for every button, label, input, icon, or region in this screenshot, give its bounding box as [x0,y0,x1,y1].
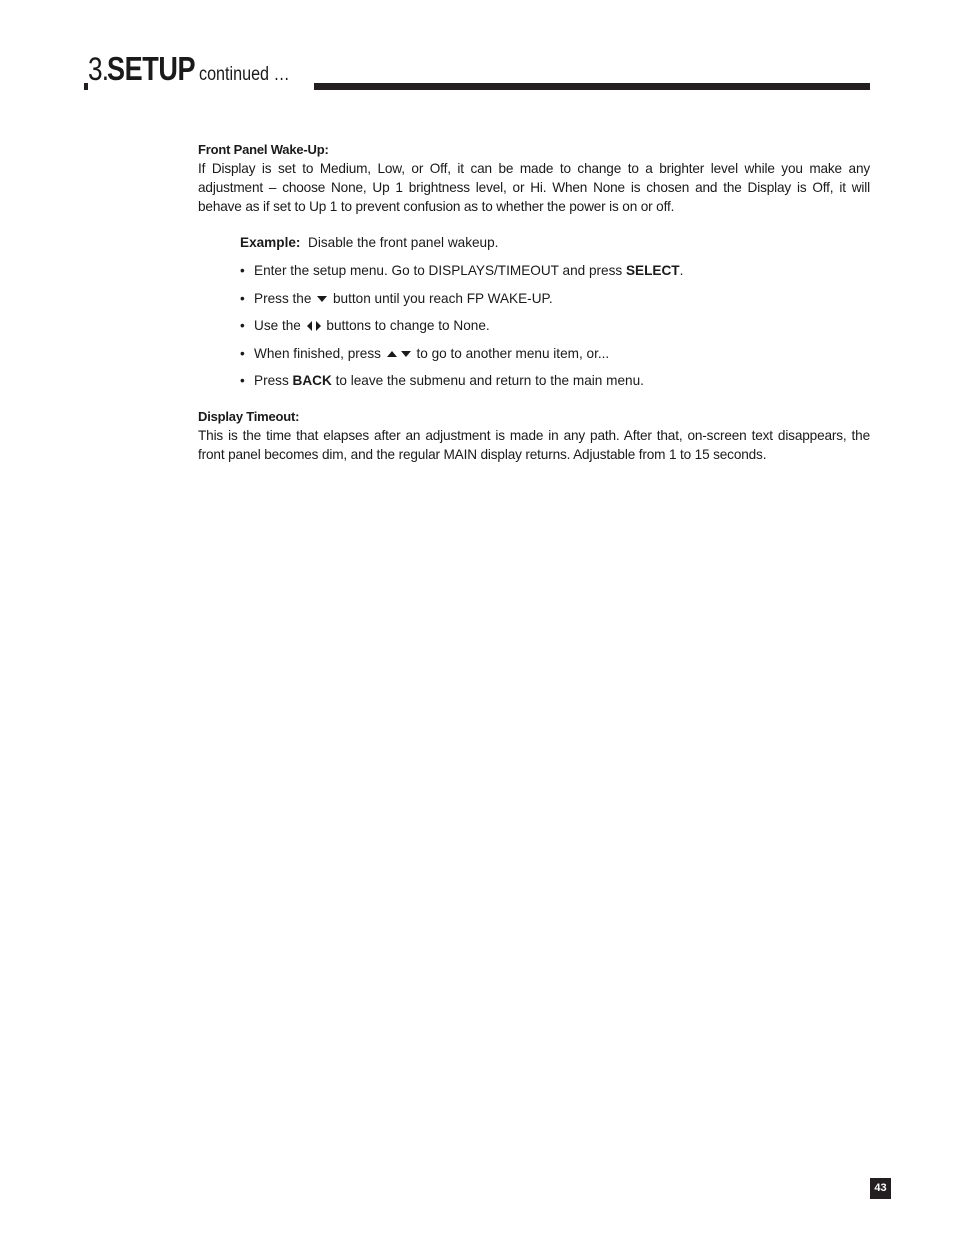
step-text: to leave the submenu and return to the main menu. [331,373,644,388]
steps-list [240,261,870,390]
bullet-icon: • [240,290,245,306]
left-arrow-icon [307,321,312,331]
step-text: When finished, press [254,345,385,361]
step-text: . [679,263,684,278]
section-body-timeout: This is the time that elapses after an adjustment is made in any path. After that, on-screen text disappears, the front panel becomes dim, and the regular MAIN display returns. Adjustable from 1 to 15 seconds. [198,428,870,462]
down-arrow-icon [401,351,411,357]
right-arrow-icon [316,321,321,331]
bullet-icon: • [240,318,245,333]
list-item [240,344,870,363]
step-text: buttons to change to None. [326,318,490,333]
down-arrow-icon [317,296,327,302]
example-block [240,233,870,390]
list-item [240,289,870,308]
step-text: Enter the setup menu. Go to DISPLAYS/TIMEOUT and press [254,263,626,278]
bullet-icon: • [240,345,245,361]
example-text: Disable the front panel wakeup. [308,235,499,250]
page-number: 43 [870,1178,891,1199]
list-item [240,371,870,390]
section-body-wakeup: If Display is set to Medium, Low, or Off, it can be made to change to a brighter level while you make any adjustment – choose None, Up 1 brightness level, or Hi. When None is chosen and the Display is Off, it will behave as if set to Up 1 to prevent confusion as to whether the power is on or off. [198,161,870,214]
chapter-title: SETUP [107,50,196,87]
chapter-number: 3. [88,51,109,87]
bullet-icon: • [240,263,245,278]
step-text: to go to another menu item, or... [416,345,610,361]
step-text: Press the [254,290,316,306]
bullet-icon: • [240,373,245,388]
step-text: Use the [254,318,305,333]
page-content [198,140,870,464]
section-title-wakeup: Front Panel Wake-Up: [198,142,329,157]
step-bold: BACK [292,373,332,388]
step-text: button until you reach FP WAKE-UP. [332,290,553,306]
example-label: Example: [240,235,301,250]
example-line [240,233,870,252]
step-text: Press [254,373,293,388]
list-item [240,316,870,335]
chapter-heading [88,50,314,95]
step-bold: SELECT [625,263,680,278]
list-item [240,261,870,280]
section-timeout [198,407,870,464]
page-header [88,50,870,90]
section-title-timeout: Display Timeout: [198,409,300,424]
up-arrow-icon [387,351,397,357]
chapter-continued: continued … [199,64,290,85]
